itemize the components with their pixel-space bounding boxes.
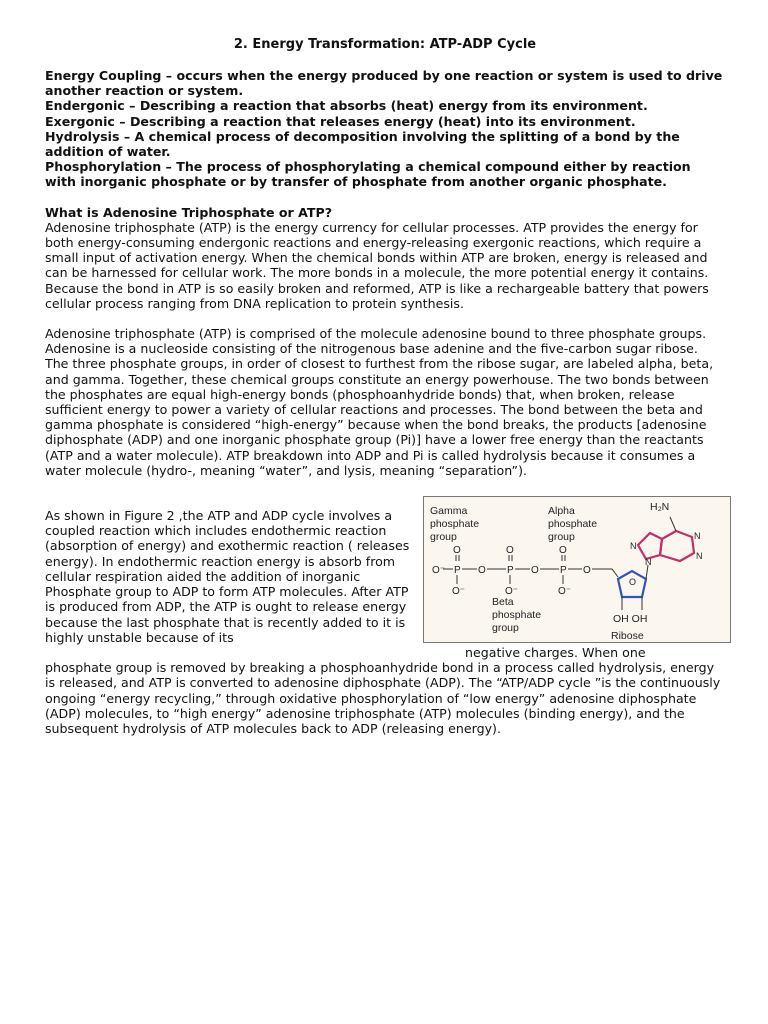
definition-hydrolysis: Hydrolysis – A chemical process of decomposition involving the splitting of a bond by the addition of water. <box>45 128 680 160</box>
alpha-o-minus: O⁻ <box>558 586 572 598</box>
definition-endergonic: Endergonic – Describing a reaction that absorbs (heat) energy from its environment. <box>45 98 648 114</box>
beta-label-1: Beta <box>492 596 514 609</box>
gamma-label-1: Gamma <box>430 505 468 518</box>
page-title: 2. Energy Transformation: ATP-ADP Cycle <box>233 37 537 52</box>
terminal-o-minus: O⁻ <box>432 565 446 577</box>
adenine-base <box>630 517 703 579</box>
beta-o-minus: O⁻ <box>505 586 519 598</box>
definitions-list <box>45 68 725 190</box>
alpha-double-o: O <box>559 545 567 557</box>
adenine-n7: N <box>630 541 637 552</box>
ribose-ring-o: O <box>629 577 637 588</box>
bridge-o-1: O <box>478 565 486 577</box>
amine-label: H₂N <box>650 501 670 514</box>
gamma-label-2: phosphate <box>430 518 480 531</box>
definition-phosphorylation: Phosphorylation – The process of phosphorylating a chemical compound either by reaction with inorganic phosphate or by transfer of phosphate from another organic phosphate. <box>45 159 691 190</box>
ester-o: O <box>583 565 591 577</box>
definition-exergonic: Exergonic – Describing a reaction that releases energy (heat) into its environment. <box>45 113 636 129</box>
adenine-n3: N <box>696 551 703 562</box>
paragraph-2: Adenosine triphosphate (ATP) is comprised of the molecule adenosine bound to three phosphate groups. Adenosine is a nucleoside consisting of the nitrogenous base adenine and the five-carbon sugar ribose. The three phosphate groups, in order of closest to furthest from the ribose sugar, are labeled alpha, beta, and gamma. Together, these chemical groups constitute an energy powerhouse. The two bonds between the phosphates are equal high-energy bonds (phosphoanhydride bonds) that, when broken, release sufficient energy to power a variety of cellular reactions and processes. The bond between the beta and gamma phosphate is considered “high-energy” because when the bond breaks, the products [adenosine diphosphate (ADP) and one inorganic phosphate group (Pi)] have a lower free energy than the reactants (ATP and a water molecule). ATP breakdown into ADP and Pi is called hydrolysis because it consumes a water molecule (hydro-, meaning “water”, and lysis, meaning “separation”). <box>45 326 714 478</box>
beta-p: P <box>507 565 514 577</box>
paragraph-3-rest: phosphate group is removed by breaking a phosphoanhydride bond in a process called hydrolysis, energy is released, and ATP is converted to adenosine diphosphate (ADP). The “ATP/ADP cycle ”is the continuously ongoing “energy recycling,” through oxidative phosphorylation of “low energy” adenosine diphosphate (ADP) molecules, to “high energy” adenosine triphosphate (ATP) molecules (binding energy), and the subsequent hydrolysis of ATP molecules back to ADP (releasing energy). <box>45 660 721 736</box>
gamma-p: P <box>454 565 461 577</box>
gamma-label-3: group <box>430 531 457 544</box>
alpha-label-1: Alpha <box>548 505 575 518</box>
definition-energy-coupling: Energy Coupling – occurs when the energy produced by one reaction or system is used to drive another reaction or system. <box>45 68 723 99</box>
gamma-double-o: O <box>453 545 461 557</box>
paragraph-1: Adenosine triphosphate (ATP) is the energy currency for cellular processes. ATP provides the energy for both energy-consuming endergonic reactions and energy-releasing exergonic reactions, which require a small input of activation energy. When the chemical bonds within ATP are broken, energy is released and can be harnessed for cellular work. The more bonds in a molecule, the more potential energy it contains. Because the bond in ATP is so easily broken and reformed, ATP is like a rechargeable battery that powers cellular process ranging from DNA replication to protein synthesis. <box>45 219 709 311</box>
document-page <box>45 36 725 736</box>
section-heading: What is Adenosine Triphosphate or ATP? <box>45 204 333 220</box>
oh-label: OH OH <box>613 613 648 626</box>
alpha-label-2: phosphate <box>548 518 598 531</box>
atp-structure-diagram <box>424 497 730 642</box>
gamma-o-minus: O⁻ <box>452 586 466 598</box>
beta-label-3: group <box>492 622 519 635</box>
beta-double-o: O <box>506 545 514 557</box>
adenine-n1: N <box>694 531 701 542</box>
beta-label-2: phosphate <box>492 609 542 622</box>
ribose-label: Ribose <box>611 630 644 643</box>
alpha-p: P <box>560 565 567 577</box>
adenine-n9: N <box>645 557 652 568</box>
alpha-label-3: group <box>548 531 575 544</box>
atp-figure <box>423 496 731 643</box>
paragraph-3-left: As shown in Figure 2 ,the ATP and ADP cycle involves a coupled reaction which includes endothermic reaction (absorption of energy) and exothermic reaction ( releases energy). In endothermic reaction energy is absorb from cellular respiration aided the addition of inorganic Phosphate group to ADP to form ATP molecules. After ATP is produced from ADP, the ATP is ought to release energy because the last phosphate that is recently added to it is highly unstable because of its <box>45 508 410 645</box>
figure-section <box>45 501 725 736</box>
paragraph-3-wrap: negative charges. When one <box>465 644 646 660</box>
ribose-ring <box>618 571 646 610</box>
bridge-o-2: O <box>531 565 539 577</box>
